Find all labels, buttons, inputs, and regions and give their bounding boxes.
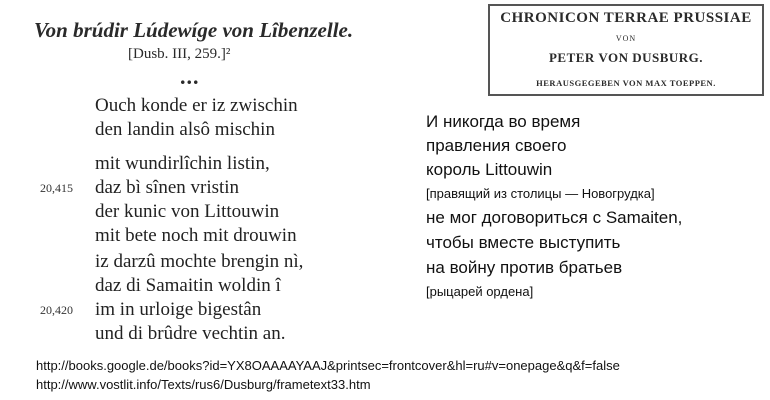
source-url-google-books[interactable]: http://books.google.de/books?id=YX8OAAAAYAAJ&printsec=frontcover&hl=ru#v=onepage&q&f=false	[36, 358, 620, 373]
poem-line: daz bì sînen vristin	[95, 177, 240, 198]
poem-heading: Von brúdir Lúdewíge von Lîbenzelle.	[34, 18, 354, 42]
poem-line: den landin alsô mischin	[95, 119, 275, 140]
poem-line: iz darzû mochte brengin nì,	[95, 251, 304, 272]
source-url-vostlit[interactable]: http://www.vostlit.info/Texts/rus6/Dusburg/frametext33.htm	[36, 377, 371, 392]
poem-line: im in urloige bigestân	[95, 299, 262, 320]
translation-line: не мог договориться с Samaiten,	[426, 208, 683, 227]
translation-line: чтобы вместе выступить	[426, 233, 621, 252]
poem-line: daz di Samaitin woldin î	[95, 275, 281, 296]
poem-line: Ouch konde er iz zwischin	[95, 95, 298, 116]
translation-note: [рыцарей ордена]	[426, 284, 534, 299]
book-von: VON	[615, 34, 637, 43]
poem-reference: [Dusb. III, 259.]²	[128, 46, 231, 62]
book-author: PETER VON DUSBURG.	[548, 50, 704, 65]
book-title-plate	[488, 4, 764, 96]
poem-line: der kunic von Littouwin	[95, 201, 280, 222]
book-title: CHRONICON TERRAE PRUSSIAE	[500, 10, 752, 26]
translation-line: король Littouwin	[426, 160, 553, 179]
translation-line: правления своего	[426, 136, 567, 155]
poem-line: und di brûdre vechtin an.	[95, 323, 286, 344]
line-number: 20,415	[40, 181, 73, 195]
poem-ellipsis: ...	[180, 64, 200, 89]
translation-note: [правящий из столицы — Новогрудка]	[426, 186, 655, 201]
translation-line: на войну против братьев	[426, 258, 623, 277]
line-number: 20,420	[40, 303, 73, 317]
poem-line: mit bete noch mit drouwin	[95, 225, 297, 246]
poem-line: mit wundirlîchin listin,	[95, 153, 270, 174]
book-editor: HERAUSGEGEBEN VON MAX TOEPPEN.	[536, 78, 716, 88]
translation-line: И никогда во время	[426, 112, 581, 131]
